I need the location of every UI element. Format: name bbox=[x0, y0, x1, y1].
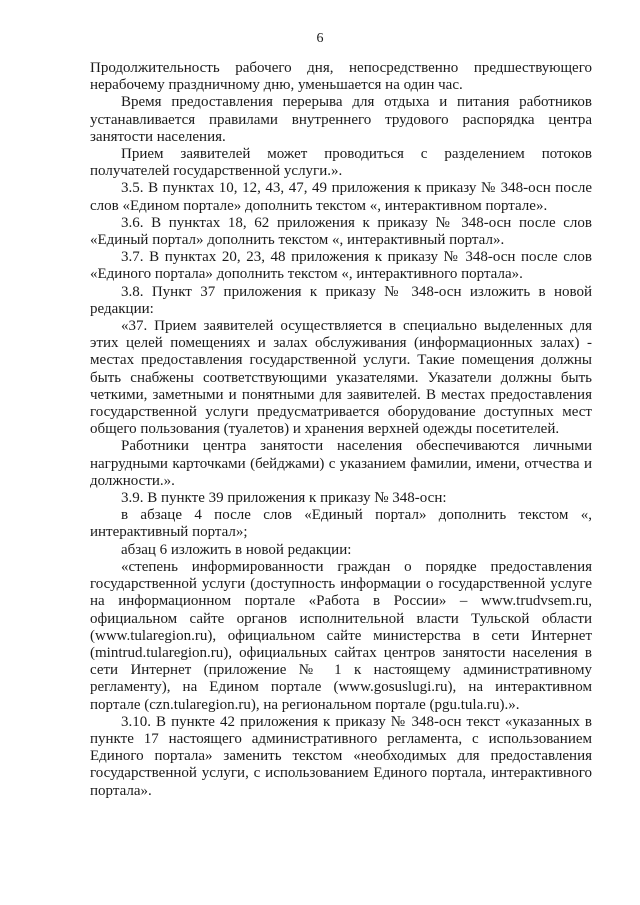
paragraph-3-10: 3.10. В пункте 42 приложения к приказу № 348-осн текст «указанных в пункте 17 настоящего административного регламента, с использованием Единого портала» заменить текстом «необходимых для предоставления государственной услуги, с использованием Единого портала, интерактивного портала». bbox=[90, 713, 592, 799]
paragraph-working-day: Продолжительность рабочего дня, непосредственно предшествующего нерабочему праздничному дню, уменьшается на один час. bbox=[90, 60, 592, 94]
paragraph-abzac-6: абзац 6 изложить в новой редакции: bbox=[121, 541, 352, 558]
document-body bbox=[90, 60, 592, 800]
paragraph-3-9: 3.9. В пункте 39 приложения к приказу № 348-осн: bbox=[121, 490, 447, 507]
paragraph-informedness: «степень информированности граждан о порядке предоставления государственной услуги (доступность информации о государственной услуге на информационном портале «Работа в России» – www.trudvsem.ru, официальном сайте органов исполнительной власти Тульской области (www.tularegion.ru), официальном сайте министерства в сети Интернет (mintrud.tularegion.ru), официальных сайтах центров занятости населения в сети Интернет (приложение № 1 к настоящему административному регламенту), на Едином портале (www.gosuslugi.ru), на интерактивном портале (czn.tularegion.ru), на региональном портале (pgu.tula.ru).». bbox=[90, 558, 592, 713]
paragraph-break-time: Время предоставления перерыва для отдыха и питания работников устанавливается правилами внутреннего трудового распорядка центра занятости населения. bbox=[90, 94, 592, 145]
paragraph-abzac-4: в абзаце 4 после слов «Единый портал» дополнить текстом «, интерактивный портал»; bbox=[90, 507, 592, 541]
paragraph-reception-streams: Прием заявителей может проводиться с разделением потоков получателей государственной услуги.». bbox=[90, 146, 592, 180]
paragraph-badges: Работники центра занятости населения обеспечиваются личными нагрудными карточками (бейджами) с указанием фамилии, имени, отчества и должности.». bbox=[90, 438, 592, 489]
paragraph-3-5: 3.5. В пунктах 10, 12, 43, 47, 49 приложения к приказу № 348-осн после слов «Едином портале» дополнить текстом «, интерактивном портале». bbox=[90, 180, 592, 214]
paragraph-3-7: 3.7. В пунктах 20, 23, 48 приложения к приказу № 348-осн после слов «Единого портала» дополнить текстом «, интерактивного портала». bbox=[90, 249, 592, 283]
paragraph-3-6: 3.6. В пунктах 18, 62 приложения к приказу № 348-осн после слов «Единый портал» дополнить текстом «, интерактивный портал». bbox=[90, 214, 592, 249]
paragraph-3-8: 3.8. Пункт 37 приложения к приказу № 348-осн изложить в новой редакции: bbox=[90, 283, 592, 317]
paragraph-clause-37: «37. Прием заявителей осуществляется в специально выделенных для этих целей помещениях и залах обслуживания (информационных залах) - местах предоставления государственной услуги. Такие помещения должны быть снабжены соответствующими указателями. Указатели должны быть четкими, заметными и понятными для заявителей. В местах предоставления государственной услуги предусматривается оборудование доступных мест общего пользования (туалетов) и хранения верхней одежды посетителей. bbox=[90, 318, 592, 438]
page-number: 6 bbox=[316, 31, 324, 46]
